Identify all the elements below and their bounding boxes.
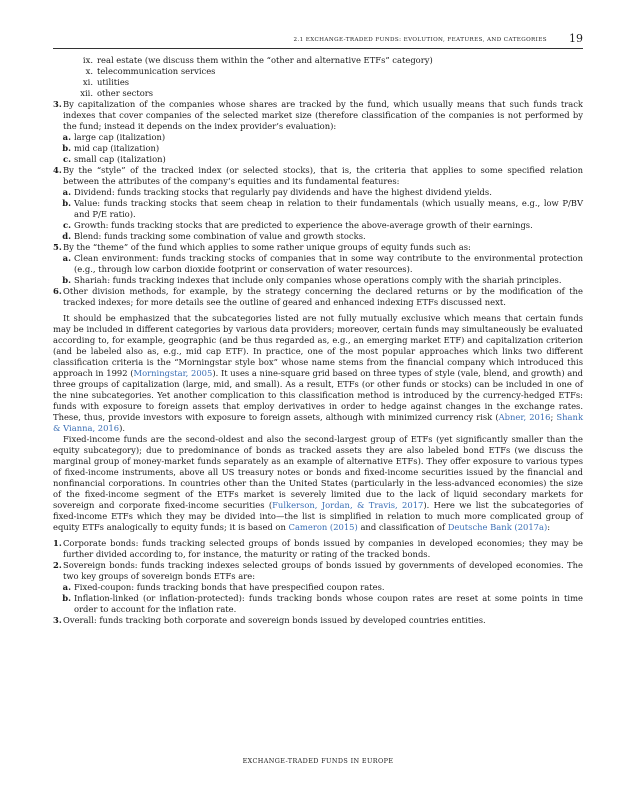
list-marker: 3. — [53, 99, 62, 109]
list-item — [53, 582, 583, 593]
list-marker: 5. — [53, 242, 62, 252]
paragraph-text: ; — [550, 412, 557, 422]
list-text: Corporate bonds: funds tracking selected groups of bonds issued by companies in developed economies; they may be further divided according to, for instance, the maturity or rating of the tracked bonds. — [63, 538, 583, 559]
list-item — [53, 55, 583, 66]
list-item — [53, 538, 583, 560]
list-text: By the “theme” of the fund which applies to some rather unique groups of equity funds such as: — [63, 242, 471, 252]
list-item — [53, 165, 583, 187]
list-item — [53, 231, 583, 242]
paragraph-text: and classification of — [357, 522, 448, 532]
list-text: Fixed-coupon: funds tracking bonds that have prespecified coupon rates. — [74, 582, 385, 592]
list-marker: b. — [62, 198, 71, 208]
list-text: Overall: funds tracking both corporate and sovereign bonds issued by developed countries entities. — [63, 615, 486, 625]
list-text: other sectors — [97, 88, 154, 98]
list-marker: 1. — [53, 538, 62, 548]
citation-link[interactable]: Fulkerson, Jordan, & Travis, 2017 — [272, 500, 424, 510]
list-marker: c. — [62, 220, 71, 230]
list-marker: ix. — [82, 55, 93, 65]
list-text: Inflation-linked (or inflation-protected): funds tracking bonds whose coupon rates are reset at some points in time order to account for the inflation rate. — [74, 593, 583, 614]
body-text — [53, 55, 583, 626]
list-text: utilities — [97, 77, 130, 87]
running-title: 2.1 EXCHANGE-TRADED FUNDS: EVOLUTION, FEATURES, AND CATEGORIES — [293, 37, 547, 43]
list-text: By the “style” of the tracked index (or selected stocks), that is, the criteria that applies to some specified relation between the attributes of the company’s equities and its fundamental features: — [63, 165, 583, 186]
list-text: large cap (italization) — [74, 132, 166, 142]
list-text: By capitalization of the companies whose shares are tracked by the fund, which usually means that such funds track indexes that cover companies of the selected market size (therefore classification of the companies is not performed by the fund; instead it depends on the index provider’s evaluation): — [63, 99, 583, 131]
running-footer: EXCHANGE-TRADED FUNDS IN EUROPE — [242, 757, 394, 765]
list-marker: d. — [62, 231, 71, 241]
paragraph-text: ). Here we list the subcategories of fixed-income ETFs which they may be divided into—the list is simplified in relation to much more complicated group of equity ETFs analogically to equity funds; it is based on — [53, 500, 584, 532]
list-item — [53, 275, 583, 286]
paragraph-text: ). It uses a nine-square grid based on three types of style (vale, blend, and growth) and three groups of capitalization (large, mid, and small). As a result, ETFs (or other funds or stocks) can be included in one of the nine subcategories. Yet another complication to this classification method is introduced by the currency-hedged ETFs: funds with exposure to foreign assets that employ derivatives in order to hedge against changes in the exchange rates. These, thus, provide investors with exposure to foreign assets, although with minimized currency risk ( — [53, 368, 583, 422]
list-text: telecommunication services — [97, 66, 216, 76]
list-marker: 4. — [53, 165, 62, 175]
list-item — [53, 187, 583, 198]
paragraph-fixed-income — [53, 434, 583, 533]
citation-link[interactable]: Deutsche Bank (2017a) — [447, 522, 548, 532]
list-item — [53, 99, 583, 132]
list-marker: a. — [62, 582, 71, 592]
list-item — [53, 286, 583, 308]
paragraph-text: : — [547, 522, 551, 532]
list-item — [53, 198, 583, 220]
list-item — [53, 253, 583, 275]
citation-link[interactable]: Shank & Vianna, 2016 — [53, 412, 584, 433]
list-marker: 3. — [53, 615, 62, 625]
list-item — [53, 220, 583, 231]
list-text: Value: funds tracking stocks that seem cheap in relation to their fundamentals (which usually means, e.g., low P/BV and P/E ratio). — [74, 198, 583, 219]
paragraph-subcategories — [53, 313, 583, 434]
list-text: Shariah: funds tracking indexes that include only companies whose operations comply with the shariah principles. — [74, 275, 562, 285]
list-marker: 2. — [53, 560, 62, 570]
list-text: Blend: funds tracking some combination of value and growth stocks. — [74, 231, 366, 241]
list-marker: c. — [62, 154, 71, 164]
paragraph-text: Fixed-income funds are the second-oldest and also the second-largest group of ETFs (yet significantly smaller than the equity subcategory); due to predominance of bonds as tracked assets they are also labeled bond ETFs (we discuss the marginal group of money-market funds separately as an example of alternative ETFs). They offer exposure to various types of fixed-income instruments, above all US treasury notes or bonds and fixed-income securities issued by the financial and nonfinancial corporations. In countries other than the United States (particularly in the less-advanced economies) the size of the fixed-income segment of the ETFs market is severely limited due to the lack of liquid secondary markets for sovereign and corporate fixed-income securities ( — [53, 434, 583, 510]
list-marker: xii. — [80, 88, 93, 98]
list-item — [53, 143, 583, 154]
running-header — [53, 34, 583, 49]
citation-link[interactable]: Morningstar, 2005 — [133, 368, 213, 378]
list-text: Other division methods, for example, by the strategy concerning the declared returns or by the modification of the tracked indexes; for more details see the outline of geared and enhanced indexing ETFs discussed next. — [63, 286, 583, 307]
list-marker: xi. — [82, 77, 93, 87]
list-item — [53, 88, 583, 99]
list-marker: 6. — [53, 286, 62, 296]
list-item — [53, 132, 583, 143]
list-text: Growth: funds tracking stocks that are predicted to experience the above-average growth of their earnings. — [74, 220, 533, 230]
list-marker: a. — [62, 253, 71, 263]
list-item — [53, 242, 583, 253]
list-marker: b. — [62, 593, 71, 603]
list-marker: b. — [62, 275, 71, 285]
page-number: 19 — [569, 32, 583, 45]
list-marker: b. — [62, 143, 71, 153]
paragraph-text: It should be emphasized that the subcategories listed are not fully mutually exclusive which means that certain funds may be included in different categories by various data providers; moreover, certain funds may simultaneously be evaluated according to, for example, geographic (and be thus regarded as, e.g., an emerging market ETF) and capitalization criterion (and be labeled also as, e.g., mid cap ETF). In practice, one of the most popular approaches which links two different classification criteria is the “Morningstar style box” whose name stems from the financial company which introduced this approach in 1992 ( — [53, 313, 583, 378]
list-text: Sovereign bonds: funds tracking indexes selected groups of bonds issued by governments of developed economies. The two key groups of sovereign bonds ETFs are: — [63, 560, 583, 581]
list-text: Clean environment: funds tracking stocks of companies that in some way contribute to the environmental protection (e.g., through low carbon dioxide footprint or conservation of water resources). — [74, 253, 583, 274]
list-text: small cap (italization) — [74, 154, 166, 164]
list-item — [53, 66, 583, 77]
list-item — [53, 77, 583, 88]
list-item — [53, 154, 583, 165]
list-item — [53, 593, 583, 615]
list-marker: a. — [62, 187, 71, 197]
list-marker: a. — [62, 132, 71, 142]
list-text: Dividend: funds tracking stocks that regularly pay dividends and have the highest dividend yields. — [74, 187, 492, 197]
list-marker: x. — [85, 66, 93, 76]
paragraph-text: ). — [119, 423, 126, 433]
citation-link[interactable]: Abner, 2016 — [498, 412, 551, 422]
list-item — [53, 560, 583, 582]
list-text: mid cap (italization) — [74, 143, 160, 153]
list-item — [53, 615, 583, 626]
list-text: real estate (we discuss them within the “other and alternative ETFs” category) — [97, 55, 433, 65]
citation-link[interactable]: Cameron (2015) — [288, 522, 358, 532]
